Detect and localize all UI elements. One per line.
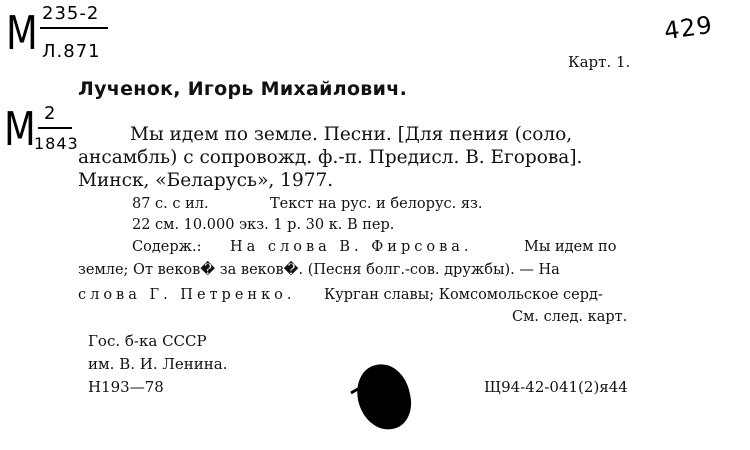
title-line-2: ансамбль) с сопровожд. ф.-п. Предисл. В. Егорова]. [78,147,583,168]
contents-words-by-2: слова Г. Петренко. [78,287,296,303]
ink-stamp [352,359,417,434]
contents-line-2: земле; От веков� за веков�. (Песня болг.-сов. дружбы). — На [78,262,560,278]
corner-number: 429 [662,10,715,46]
shelfmark-2-letter: М [4,102,36,156]
shelfmark-1-rule [40,27,108,29]
physical-description: 87 с. с ил. [132,196,209,212]
holder-line-2: им. В. И. Ленина. [88,355,228,373]
shelfmark-1-letter: М [6,6,38,60]
classification-code: Щ94-42-041(2)я44 [484,378,628,396]
holder-line-1: Гос. б-ка СССР [88,332,207,350]
shelfmark-2-rule [38,127,72,129]
continued-note: См. след. карт. [512,309,628,325]
title-line-3: Минск, «Беларусь», 1977. [78,170,334,191]
title-line-1: Мы идем по земле. Песни. [Для пения (соло, [130,124,573,145]
shelfmark-2-top: 2 [44,103,57,124]
shelfmark-1-bottom: Л.871 [42,41,101,62]
card-number: Карт. 1. [568,53,631,71]
price-line: 22 см. 10.000 экз. 1 р. 30 к. В пер. [132,217,395,233]
author-heading: Лученок, Игорь Михайлович. [78,78,408,100]
shelfmark-2-bottom: 1843 [34,134,79,153]
contents-label: Содерж.: [132,239,202,255]
language-note: Текст на рус. и белорус. яз. [270,196,483,212]
shelfmark-1-top: 235-2 [42,3,100,24]
contents-line-1-rest: Мы идем по [524,239,617,255]
contents-words-by: На слова В. Фирсова. [230,239,473,255]
record-number: Н193—78 [88,378,164,396]
contents-line-3-rest: Курган славы; Комсомольское серд- [324,287,603,303]
